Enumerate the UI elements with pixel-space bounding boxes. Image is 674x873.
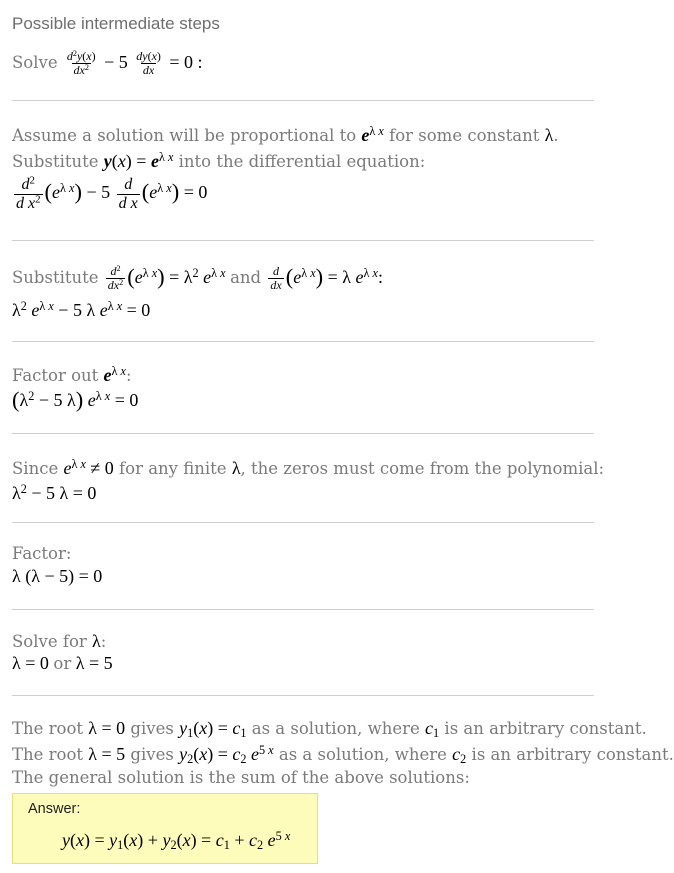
and-word: and bbox=[230, 268, 262, 287]
answer-box bbox=[12, 793, 318, 864]
answer-label: Answer: bbox=[28, 801, 81, 817]
roots: λ = 0 or λ = 5 bbox=[12, 653, 113, 673]
substitute-suffix: into the differential equation: bbox=[178, 152, 426, 171]
factor-out-prefix: Factor out bbox=[12, 366, 99, 385]
root2-suffix: as a solution, where bbox=[278, 745, 447, 764]
divider bbox=[12, 341, 594, 342]
substitute2-prefix: Substitute bbox=[12, 268, 99, 287]
solve-for-line: Solve for λ: bbox=[12, 631, 107, 651]
root1-prefix: The root bbox=[12, 719, 84, 738]
factored-equation: ($\lambda^2 - 5$ λ) $e^{\lambda x} = 0$ bbox=[12, 387, 139, 412]
lambda-equation: $\lambda^2$ $e^{\lambda x} - 5$ λ $e^{\lambda x} = 0$ bbox=[12, 298, 151, 320]
since-line: Since $e^{\lambda x} \ne 0$ for any finite λ, the zeros must come from the polynomial: bbox=[12, 456, 605, 478]
root2-line: The root λ = 5 gives $y_2(x) = c_2$ $e^{5 x}$ as a solution, where $c_2$ is an arbitrary constant. bbox=[12, 742, 674, 767]
assume-suffix: for some constant bbox=[389, 126, 540, 145]
divider bbox=[12, 100, 594, 101]
or-word: or bbox=[53, 654, 72, 673]
divider bbox=[12, 433, 594, 434]
solve-for-prefix: Solve for bbox=[12, 632, 87, 651]
root1-tail: is an arbitrary constant. bbox=[444, 719, 647, 738]
ode-expression: $\frac{d^2y(x)}{dx^2}$ − 5 $\frac{dy(x)}{dx}$ = 0 : bbox=[66, 49, 203, 78]
divider bbox=[12, 609, 594, 610]
since-mid: for any finite bbox=[119, 459, 227, 478]
root2-prefix: The root bbox=[12, 745, 84, 764]
root1-suffix: as a solution, where bbox=[251, 719, 420, 738]
steps-title: Possible intermediate steps bbox=[12, 14, 220, 33]
polynomial: $\lambda^2 - 5$ λ = 0 bbox=[12, 481, 97, 503]
substituted-equation: $\frac{d^2}{d x^2}$ $(e^{\lambda x}) - 5$ $\frac{d}{\text{d x}}$ $(e^{\lambda x}) = 0$ bbox=[16, 174, 208, 212]
general-solution-text: The general solution is the sum of the above solutions: bbox=[12, 768, 470, 787]
factored-polynomial: λ (λ − 5) = 0 bbox=[12, 566, 103, 586]
factor-out-line: Factor out $e^{\lambda x}$: bbox=[12, 363, 132, 385]
root2-mid: gives bbox=[130, 745, 174, 764]
substitute-derivatives-line: Substitute $\frac{d^2}{dx^2}$ $(e^{\lambda x}) = \lambda^2$ $e^{\lambda x}$ and $\frac{d}{dx}$ $(e^{\lambda x}) = \lambda$ $e^{\lambda x}$: bbox=[12, 264, 383, 293]
substitute-prefix: Substitute bbox=[12, 152, 99, 171]
solve-line bbox=[12, 47, 203, 77]
solve-label: Solve bbox=[12, 53, 58, 72]
since-prefix: Since bbox=[12, 459, 59, 478]
root1-mid: gives bbox=[130, 719, 174, 738]
assume-line: Assume a solution will be proportional to $e^{\lambda x}$ for some constant λ. bbox=[12, 123, 559, 145]
since-suffix: , the zeros must come from the polynomial: bbox=[240, 459, 605, 478]
answer-equation: $y(x) = y_1(x) + y_2(x) = c_1 + c_2$ $e^{5 x}$ bbox=[62, 828, 291, 853]
divider bbox=[12, 522, 594, 523]
substitute-line: Substitute $y(x) = e^{\lambda x}$ into the differential equation: bbox=[12, 149, 426, 171]
divider bbox=[12, 240, 594, 241]
factor-label: Factor: bbox=[12, 544, 72, 563]
assume-prefix: Assume a solution will be proportional to bbox=[12, 126, 357, 145]
root2-tail: is an arbitrary constant. bbox=[471, 745, 674, 764]
root1-line: The root λ = 0 gives $y_1(x) = c_1$ as a solution, where $c_1$ is an arbitrary constant. bbox=[12, 718, 647, 741]
divider bbox=[12, 695, 594, 696]
